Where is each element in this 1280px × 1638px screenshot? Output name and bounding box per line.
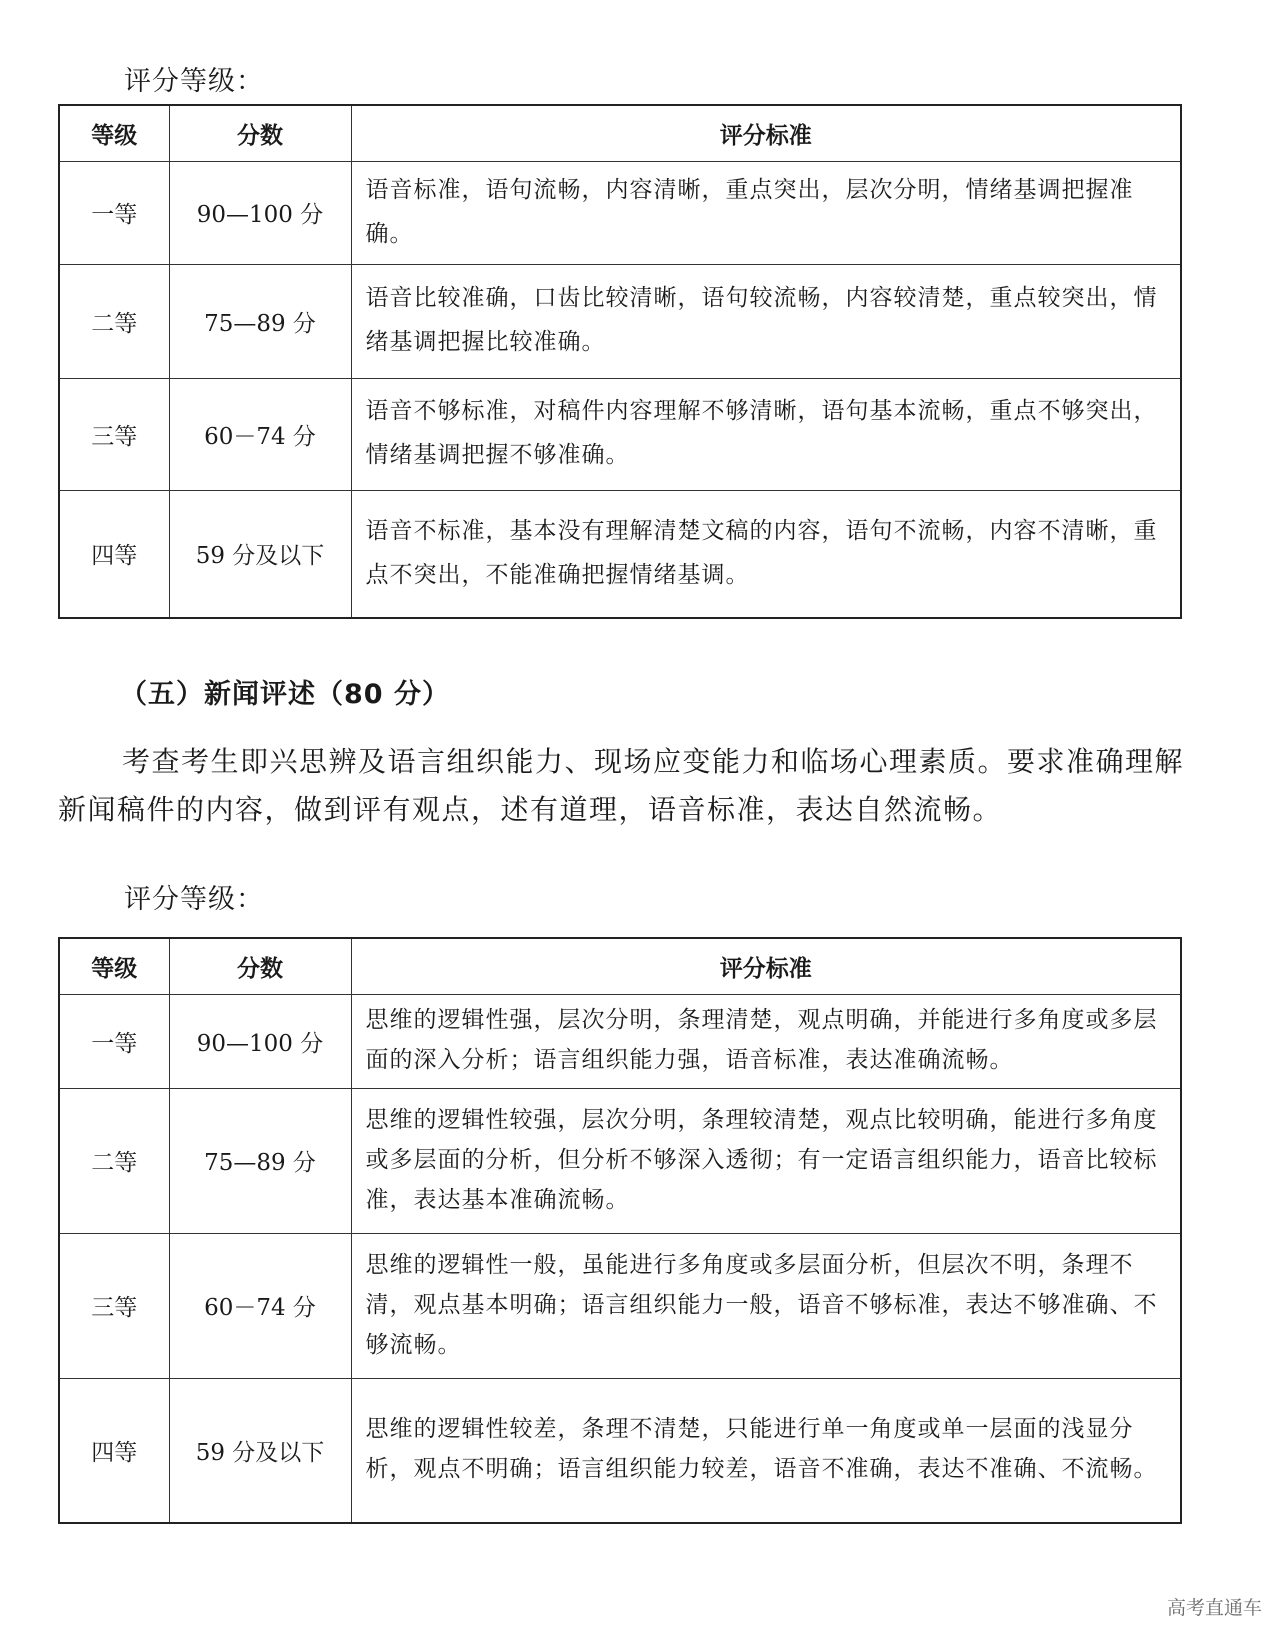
grading-table-news-commentary [58, 937, 1182, 1524]
table-row [59, 1378, 1181, 1523]
criteria-cell: 思维的逻辑性一般，虽能进行多角度或多层面分析，但层次不明，条理不清，观点基本明确；语言组织能力一般，语音不够标准，表达不够准确、不够流畅。 [351, 1233, 1181, 1378]
score-cell: 59 分及以下 [169, 490, 351, 618]
header-score: 分数 [169, 105, 351, 161]
criteria-cell: 语音不标准，基本没有理解清楚文稿的内容，语句不流畅，内容不清晰，重点不突出，不能准确把握情绪基调。 [351, 490, 1181, 618]
header-criteria: 评分标准 [351, 938, 1181, 994]
table-row [59, 264, 1181, 378]
grading-label: 评分等级： [124, 66, 264, 97]
grade-cell: 二等 [59, 1088, 169, 1233]
table-header-row [59, 105, 1181, 161]
grade-cell: 三等 [59, 1233, 169, 1378]
criteria-cell: 语音不够标准，对稿件内容理解不够清晰，语句基本流畅，重点不够突出，情绪基调把握不够准确。 [351, 378, 1181, 490]
score-cell: 75—89 分 [169, 264, 351, 378]
table-row [59, 378, 1181, 490]
criteria-cell: 语音比较准确，口齿比较清晰，语句较流畅，内容较清楚，重点较突出，情绪基调把握比较准确。 [351, 264, 1181, 378]
criteria-cell: 思维的逻辑性较差，条理不清楚，只能进行单一角度或单一层面的浅显分析，观点不明确；语言组织能力较差，语音不准确，表达不准确、不流畅。 [351, 1378, 1181, 1523]
score-cell: 60－74 分 [169, 378, 351, 490]
table-row [59, 994, 1181, 1088]
header-criteria: 评分标准 [351, 105, 1181, 161]
table-row [59, 161, 1181, 264]
watermark: 高考直通车 [1166, 1597, 1262, 1619]
section-description: 考查考生即兴思辨及语言组织能力、现场应变能力和临场心理素质。要求准确理解新闻稿件的内容，做到评有观点，述有道理，语音标准，表达自然流畅。 [58, 745, 1185, 826]
grade-cell: 一等 [59, 994, 169, 1088]
section-heading: （五）新闻评述（80 分） [120, 679, 450, 710]
grade-cell: 四等 [59, 1378, 169, 1523]
score-cell: 90—100 分 [169, 161, 351, 264]
header-score: 分数 [169, 938, 351, 994]
table-row [59, 490, 1181, 618]
score-cell: 59 分及以下 [169, 1378, 351, 1523]
grade-cell: 一等 [59, 161, 169, 264]
grade-cell: 三等 [59, 378, 169, 490]
table-header-row [59, 938, 1181, 994]
criteria-cell: 思维的逻辑性较强，层次分明，条理较清楚，观点比较明确，能进行多角度或多层面的分析，但分析不够深入透彻；有一定语言组织能力，语音比较标准，表达基本准确流畅。 [351, 1088, 1181, 1233]
criteria-cell: 语音标准，语句流畅，内容清晰，重点突出，层次分明，情绪基调把握准确。 [351, 161, 1181, 264]
grade-cell: 四等 [59, 490, 169, 618]
grading-label: 评分等级： [124, 884, 264, 915]
score-cell: 60－74 分 [169, 1233, 351, 1378]
header-grade: 等级 [59, 105, 169, 161]
criteria-cell: 思维的逻辑性强，层次分明，条理清楚，观点明确，并能进行多角度或多层面的深入分析；语言组织能力强，语音标准，表达准确流畅。 [351, 994, 1181, 1088]
grade-cell: 二等 [59, 264, 169, 378]
score-cell: 75—89 分 [169, 1088, 351, 1233]
header-grade: 等级 [59, 938, 169, 994]
score-cell: 90—100 分 [169, 994, 351, 1088]
table-row [59, 1233, 1181, 1378]
table-row [59, 1088, 1181, 1233]
grading-table-reading [58, 104, 1182, 619]
